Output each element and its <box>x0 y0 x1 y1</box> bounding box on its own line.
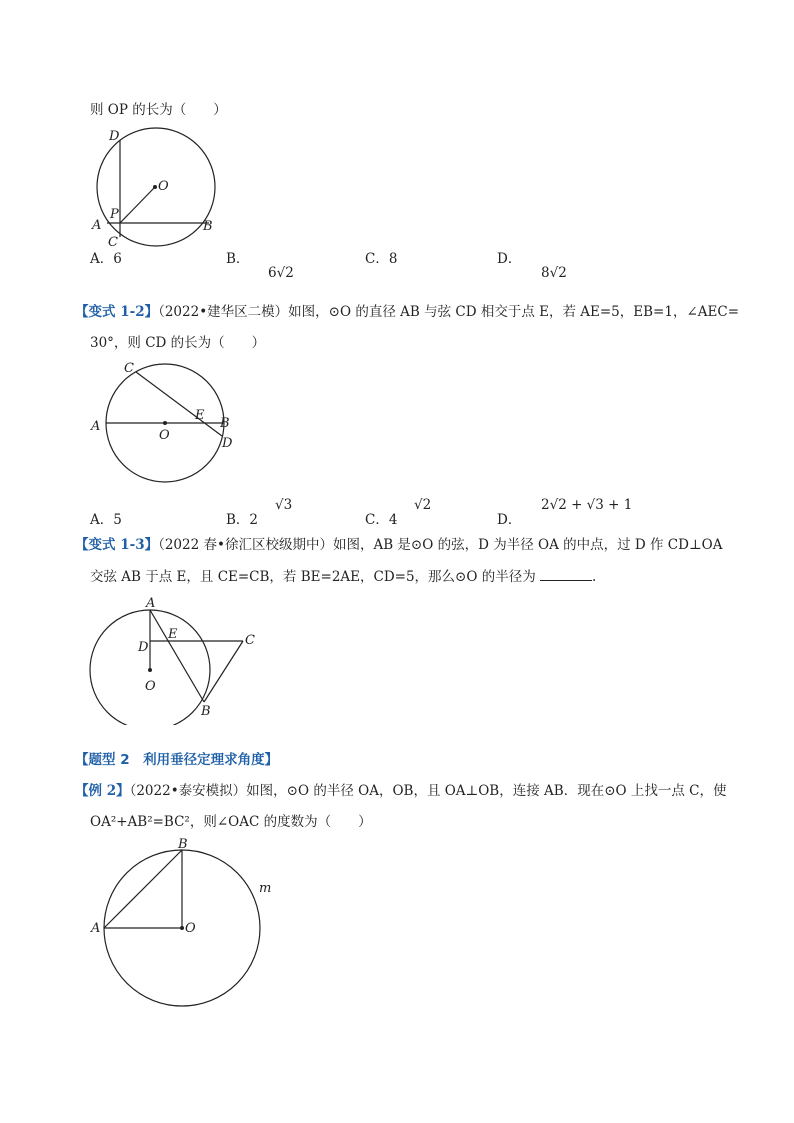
svg-text:C: C <box>108 235 118 250</box>
v12-option-a: A．5 <box>90 512 122 528</box>
v12-option-d: D． <box>497 512 522 528</box>
q1-option-d-value: 8√2 <box>541 265 567 281</box>
q1-stem: 则 OP 的长为（ ） <box>90 102 227 118</box>
ex2-line1: 【例 2】（2022•泰安模拟）如图，⊙O 的半径 OA，OB，且 OA⊥OB，连接 AB．现在⊙O 上找一点 C，使 <box>75 783 727 799</box>
svg-text:E: E <box>195 408 205 423</box>
v13-figure <box>85 595 260 725</box>
svg-text:D: D <box>138 640 149 655</box>
svg-text:A: A <box>91 921 101 936</box>
svg-text:D: D <box>222 436 233 451</box>
q1-option-b-value: 6√2 <box>268 265 294 281</box>
q1-option-a: A．6 <box>90 251 122 267</box>
v12-option-c: C．4 <box>365 512 398 528</box>
ex2-line2: OA²+AB²=BC²，则∠OAC 的度数为（ ） <box>90 814 372 830</box>
svg-text:O: O <box>159 428 170 443</box>
svg-text:C: C <box>245 633 255 648</box>
v12-option-c-extra: √2 <box>414 497 432 513</box>
svg-text:P: P <box>110 207 119 222</box>
svg-text:A: A <box>91 419 101 434</box>
answer-blank[interactable] <box>540 568 592 581</box>
svg-text:C: C <box>124 361 134 376</box>
v13-line2: 交弦 AB 于点 E，且 CE=CB，若 BE=2AE，CD=5，那么⊙O 的半径为 . <box>90 569 597 585</box>
section-heading: 【题型 2 利用垂径定理求角度】 <box>75 752 279 768</box>
ex2-figure <box>85 835 285 1015</box>
v13-line1: 【变式 1-3】（2022 春•徐汇区校级期中）如图，AB 是⊙O 的弦，D 为半径 OA 的中点，过 D 作 CD⊥OA <box>75 537 723 553</box>
q1-option-d-letter: D． <box>497 251 522 267</box>
v12-line1: 【变式 1-2】（2022•建华区二模）如图，⊙O 的直径 AB 与弦 CD 相交于点 E，若 AE=5，EB=1，∠AEC= <box>75 304 740 320</box>
svg-text:A: A <box>92 218 102 233</box>
svg-text:O: O <box>145 679 156 694</box>
svg-text:B: B <box>203 219 213 234</box>
v12-line2: 30°，则 CD 的长为（ ） <box>90 335 266 351</box>
svg-text:O: O <box>185 921 196 936</box>
svg-text:A: A <box>146 596 156 611</box>
svg-text:B: B <box>220 416 230 431</box>
svg-text:D: D <box>109 129 120 144</box>
q1-option-c: C．8 <box>365 251 398 267</box>
svg-text:m: m <box>259 881 272 896</box>
q1-figure <box>85 125 225 250</box>
v12-figure <box>85 360 245 485</box>
svg-text:B: B <box>201 704 211 719</box>
svg-text:B: B <box>178 837 188 852</box>
svg-text:E: E <box>168 627 178 642</box>
q1-option-b-letter: B． <box>226 251 250 267</box>
svg-text:O: O <box>158 179 169 194</box>
v12-option-b: B．2 <box>226 512 259 528</box>
v12-option-d-extra: 2√2 + √3 + 1 <box>541 497 633 513</box>
v12-option-b-extra: √3 <box>275 497 293 513</box>
